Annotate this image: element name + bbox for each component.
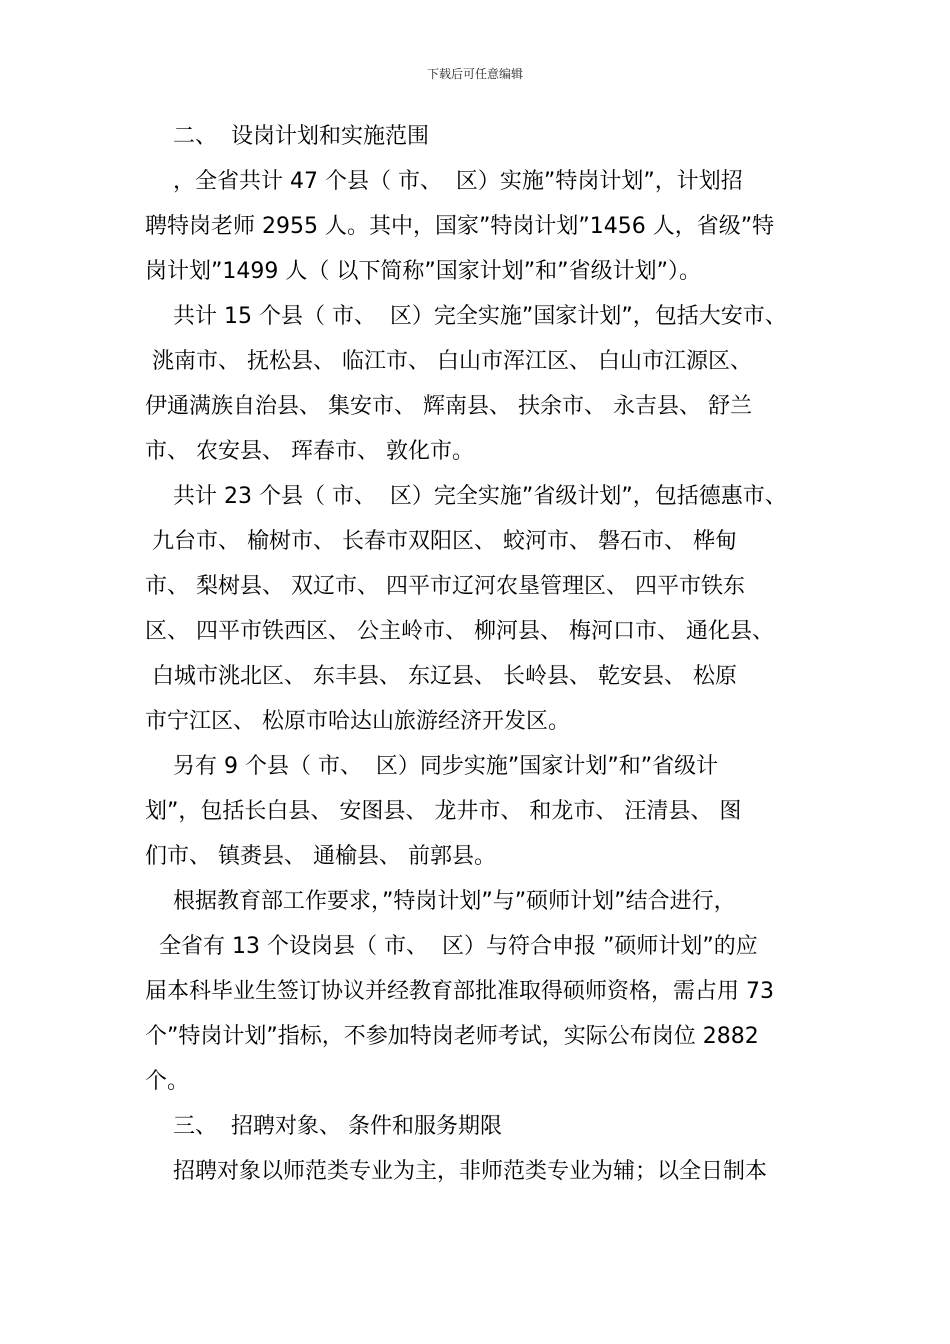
paragraph-line: 全省有 13 个设岗县（ 市、 区）与符合申报 ”硕师计划”的应 [145,934,758,959]
paragraph-line: 白城市洮北区、 东丰县、 东辽县、 长岭县、 乾安县、 松原 [145,664,737,689]
paragraph-line: 市、 农安县、 珲春市、 敦化市。 [145,439,474,464]
paragraph-line: 届本科毕业生签订协议并经教育部批准取得硕师资格，需占用 73 [145,979,774,1004]
paragraph-line: 们市、 镇赉县、 通榆县、 前郭县。 [145,844,496,869]
section-heading: 三、 招聘对象、 条件和服务期限 [145,1114,502,1139]
paragraph-line: 九台市、 榆树市、 长春市双阳区、 蛟河市、 磐石市、 桦甸 [145,529,737,554]
paragraph-line: ，全省共计 47 个县（ 市、 区）实施”特岗计划”，计划招 [145,169,743,194]
paragraph-line: 共计 15 个县（ 市、 区）完全实施”国家计划”，包括大安市、 [145,304,787,329]
section-heading: 二、 设岗计划和实施范围 [145,124,429,149]
paragraph-line: 市、 梨树县、 双辽市、 四平市辽河农垦管理区、 四平市铁东 [145,574,745,599]
paragraph-line: 洮南市、 抚松县、 临江市、 白山市浑江区、 白山市江源区、 [145,349,752,374]
paragraph-line: 岗计划”1499 人（ 以下简称”国家计划”和”省级计划”）。 [145,259,701,284]
paragraph-line: 个”特岗计划”指标，不参加特岗老师考试，实际公布岗位 2882 [145,1024,759,1049]
paragraph-line: 另有 9 个县（ 市、 区）同步实施”国家计划”和”省级计 [145,754,719,779]
paragraph-line: 聘特岗老师 2955 人。其中，国家”特岗计划”1456 人，省级”特 [145,214,775,239]
paragraph-line: 区、 四平市铁西区、 公主岭市、 柳河县、 梅河口市、 通化县、 [145,619,774,644]
paragraph-line: 伊通满族自治县、 集安市、 辉南县、 扶余市、 永吉县、 舒兰 [145,394,752,419]
paragraph-line: 共计 23 个县（ 市、 区）完全实施”省级计划”，包括德惠市、 [145,484,787,509]
paragraph-line: 招聘对象以师范类专业为主，非师范类专业为辅；以全日制本 [145,1159,767,1184]
paragraph-line: 根据教育部工作要求，”特岗计划”与”硕师计划”结合进行， [145,889,736,914]
header-note: 下载后可任意编辑 [426,67,523,81]
paragraph-line: 个。 [145,1069,190,1094]
paragraph-line: 划”，包括长白县、 安图县、 龙井市、 和龙市、 汪清县、 图 [145,799,742,824]
paragraph-line: 市宁江区、 松原市哈达山旅游经济开发区。 [145,709,570,734]
